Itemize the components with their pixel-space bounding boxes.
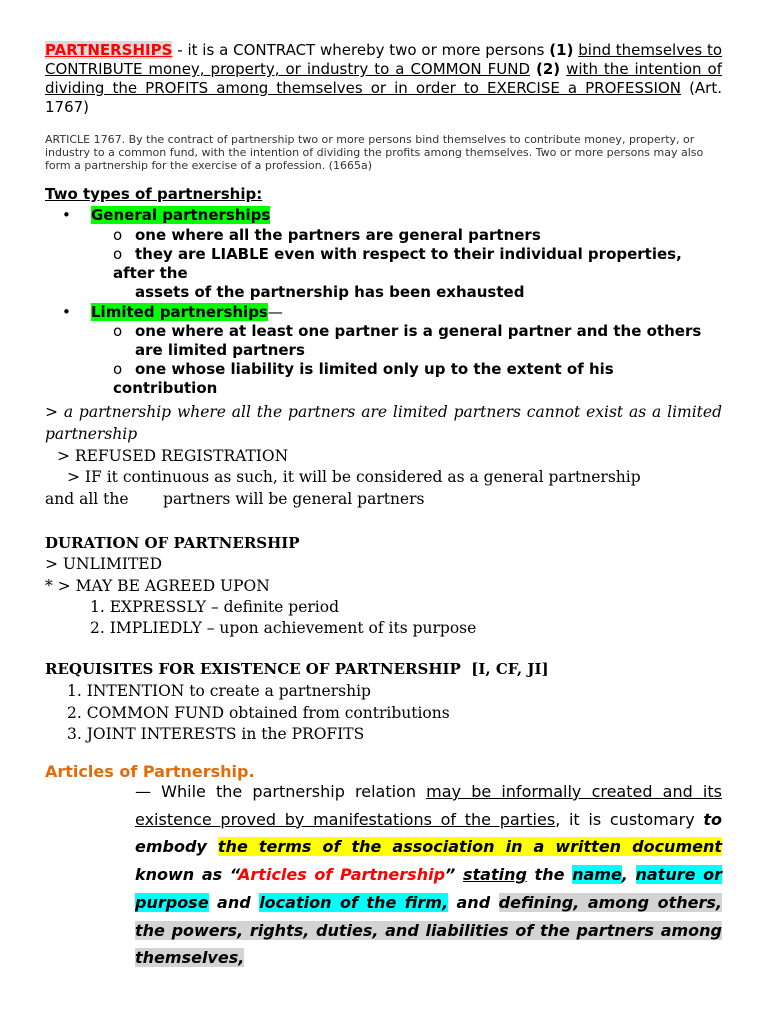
- list-item: 1. EXPRESSLY – definite period: [90, 598, 339, 616]
- limited-label: Limited partnerships: [91, 303, 268, 321]
- articles-heading: Articles of Partnership.: [45, 762, 255, 781]
- bullet-icon: •: [62, 303, 71, 321]
- types-heading: Two types of partnership:: [45, 185, 263, 203]
- duration-heading: DURATION OF PARTNERSHIP: [45, 534, 300, 552]
- bullet-icon: •: [62, 206, 71, 224]
- section-title: PARTNERSHIPS: [45, 41, 173, 59]
- sub-bullet-icon: o: [113, 245, 123, 263]
- duration-agreed: * > MAY BE AGREED UPON: [45, 577, 270, 595]
- list-item: 2. IMPLIEDLY – upon achievement of its purpose: [90, 619, 477, 637]
- list-item: o one whose liability is limited only up to the extent of his contribution: [113, 360, 614, 397]
- bullet-general: [62, 206, 270, 224]
- list-item: o one where at least one partner is a general partner and the others are limited partners: [113, 322, 702, 359]
- articles-paragraph: — While the partnership relation may be informally created and its existence proved by manifestations of the parties, it is customary to embody the terms of the association in a written document known as “Articles of Partnership” stating the name, nature or purpose and location of the firm, and defining, among others, the powers, rights, duties, and liabilities of the partners among themselves,: [135, 782, 723, 968]
- note-limited-all: > a partnership where all the partners are limited partners cannot exist as a limited partnership: [45, 403, 722, 443]
- bullet-limited: • Limited partnerships—: [62, 303, 283, 321]
- list-item: 3. JOINT INTERESTS in the PROFITS: [67, 725, 365, 743]
- requisites-heading: REQUISITES FOR EXISTENCE OF PARTNERSHIP [I, CF, JI]: [45, 660, 549, 678]
- list-item: 2. COMMON FUND obtained from contributions: [67, 704, 450, 722]
- duration-unlimited: > UNLIMITED: [45, 555, 163, 573]
- sub-bullet-icon: o: [113, 322, 123, 340]
- note-refused: > REFUSED REGISTRATION: [57, 447, 289, 465]
- partnership-definition: PARTNERSHIPS - it is a CONTRACT whereby two or more persons (1) bind themselves to CONTRIBUTE money, property, or industry to a COMMON FUND (2) with the intention of dividing the PROFITS among themselves or in order to EXERCISE a PROFESSION (Art. 1767): [45, 41, 723, 116]
- list-item: 1. INTENTION to create a partnership: [67, 682, 371, 700]
- note-continuous: > IF it continuous as such, it will be considered as a general partnership: [67, 468, 641, 486]
- list-item: o one where all the partners are general partners: [113, 226, 541, 244]
- general-label: General partnerships: [91, 206, 271, 224]
- list-item: o they are LIABLE even with respect to their individual properties, after the assets of the partnership has been exhausted: [113, 245, 682, 301]
- sub-bullet-icon: o: [113, 226, 123, 244]
- sub-bullet-icon: o: [113, 360, 123, 378]
- note-continuous-cont: and all the partners will be general partners: [45, 490, 425, 508]
- article-1767-text: ARTICLE 1767. By the contract of partnership two or more persons bind themselves to contribute money, property, or industry to a common fund, with the intention of dividing the profits among themselves. Two or more persons may also form a partnership for the exercise of a profession. (1665a): [45, 133, 704, 172]
